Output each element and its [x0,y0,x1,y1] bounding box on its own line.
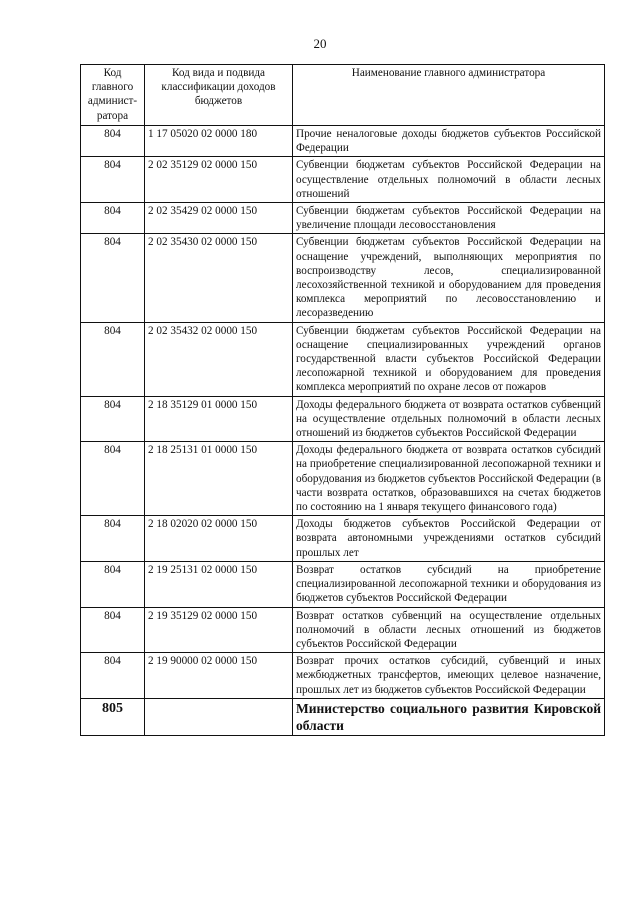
table-row [81,396,605,442]
table-row [81,607,605,653]
classification-code-cell: 2 02 35430 02 0000 150 [145,234,293,322]
table-row [81,322,605,396]
administrator-name-cell: Доходы бюджетов субъектов Российской Федерации от возврата автономными учреждениями остатков субсидий прошлых лет [293,516,605,562]
classification-code-cell: 2 02 35129 02 0000 150 [145,157,293,203]
admin-code-cell: 805 [81,698,145,735]
administrator-name-cell: Возврат остатков субвенций на осуществление отдельных полномочий в области лесных отношений из бюджетов субъектов Российской Федерации [293,607,605,653]
header-classification: Код вида и подвида классификации доходов бюджетов [145,65,293,126]
administrator-heading-row [81,698,605,735]
table-row [81,126,605,157]
classification-code-cell: 2 02 35432 02 0000 150 [145,322,293,396]
administrator-name-cell: Субвенции бюджетам субъектов Российской Федерации на увеличение площади лесовосстановления [293,203,605,234]
classification-code-cell: 2 19 90000 02 0000 150 [145,653,293,699]
revenue-administrators-table [80,64,605,736]
classification-code-cell: 1 17 05020 02 0000 180 [145,126,293,157]
table-row [81,157,605,203]
table-row [81,203,605,234]
administrator-name-cell: Возврат прочих остатков субсидий, субвенций и иных межбюджетных трансфертов, имеющих целевое назначение, прошлых лет из бюджетов субъектов Российской Федерации [293,653,605,699]
admin-code-cell: 804 [81,653,145,699]
admin-code-cell: 804 [81,126,145,157]
admin-code-cell: 804 [81,157,145,203]
classification-code-cell: 2 19 25131 02 0000 150 [145,561,293,607]
table-row [81,516,605,562]
admin-code-cell: 804 [81,516,145,562]
admin-code-cell: 804 [81,442,145,516]
administrator-name-cell: Субвенции бюджетам субъектов Российской Федерации на оснащение учреждений, выполняющих мероприятия по воспроизводству лесов, специализированной лесохозяйственной техникой и оборудованием для проведения комплекса мероприятий по лесовосстановлению и лесоразведению [293,234,605,322]
administrator-name-cell: Доходы федерального бюджета от возврата остатков субсидий на приобретение специализированной лесопожарной техники и оборудования из бюджетов субъектов Российской Федерации (в части возврата остатков, образовавшихся на счетах бюджетов по состоянию на 1 января текущего финансового года) [293,442,605,516]
classification-code-cell: 2 18 02020 02 0000 150 [145,516,293,562]
admin-code-cell: 804 [81,234,145,322]
administrator-name-cell: Доходы федерального бюджета от возврата остатков субвенций на осуществление отдельных полномочий в области лесных отношений из бюджетов субъектов Российской Федерации [293,396,605,442]
classification-code-cell: 2 02 35429 02 0000 150 [145,203,293,234]
table-body [81,126,605,736]
classification-code-cell: 2 19 35129 02 0000 150 [145,607,293,653]
administrator-name-cell: Субвенции бюджетам субъектов Российской Федерации на оснащение специализированных учреждений органов государственной власти субъектов Российской Федерации лесопожарной техникой и оборудованием для проведения комплекса мероприятий по охране лесов от пожаров [293,322,605,396]
admin-code-cell: 804 [81,607,145,653]
table-row [81,234,605,322]
admin-code-cell: 804 [81,396,145,442]
table-row [81,442,605,516]
administrator-title-cell: Министерство социального развития Кировской области [293,698,605,735]
page-number: 20 [313,36,327,51]
classification-code-cell: 2 18 35129 01 0000 150 [145,396,293,442]
administrator-name-cell: Возврат остатков субсидий на приобретение специализированной лесопожарной техники и оборудования из бюджетов субъектов Российской Федерации [293,561,605,607]
admin-code-cell: 804 [81,203,145,234]
table-header-row [81,65,605,126]
classification-code-cell: 2 18 25131 01 0000 150 [145,442,293,516]
administrator-name-cell: Прочие неналоговые доходы бюджетов субъектов Российской Федерации [293,126,605,157]
header-admin-code: Код главного админист-ратора [81,65,145,126]
table-row [81,653,605,699]
admin-code-cell: 804 [81,561,145,607]
table-row [81,561,605,607]
header-name: Наименование главного администратора [293,65,605,126]
classification-code-cell [145,698,293,735]
administrator-name-cell: Субвенции бюджетам субъектов Российской Федерации на осуществление отдельных полномочий в области лесных отношений [293,157,605,203]
admin-code-cell: 804 [81,322,145,396]
